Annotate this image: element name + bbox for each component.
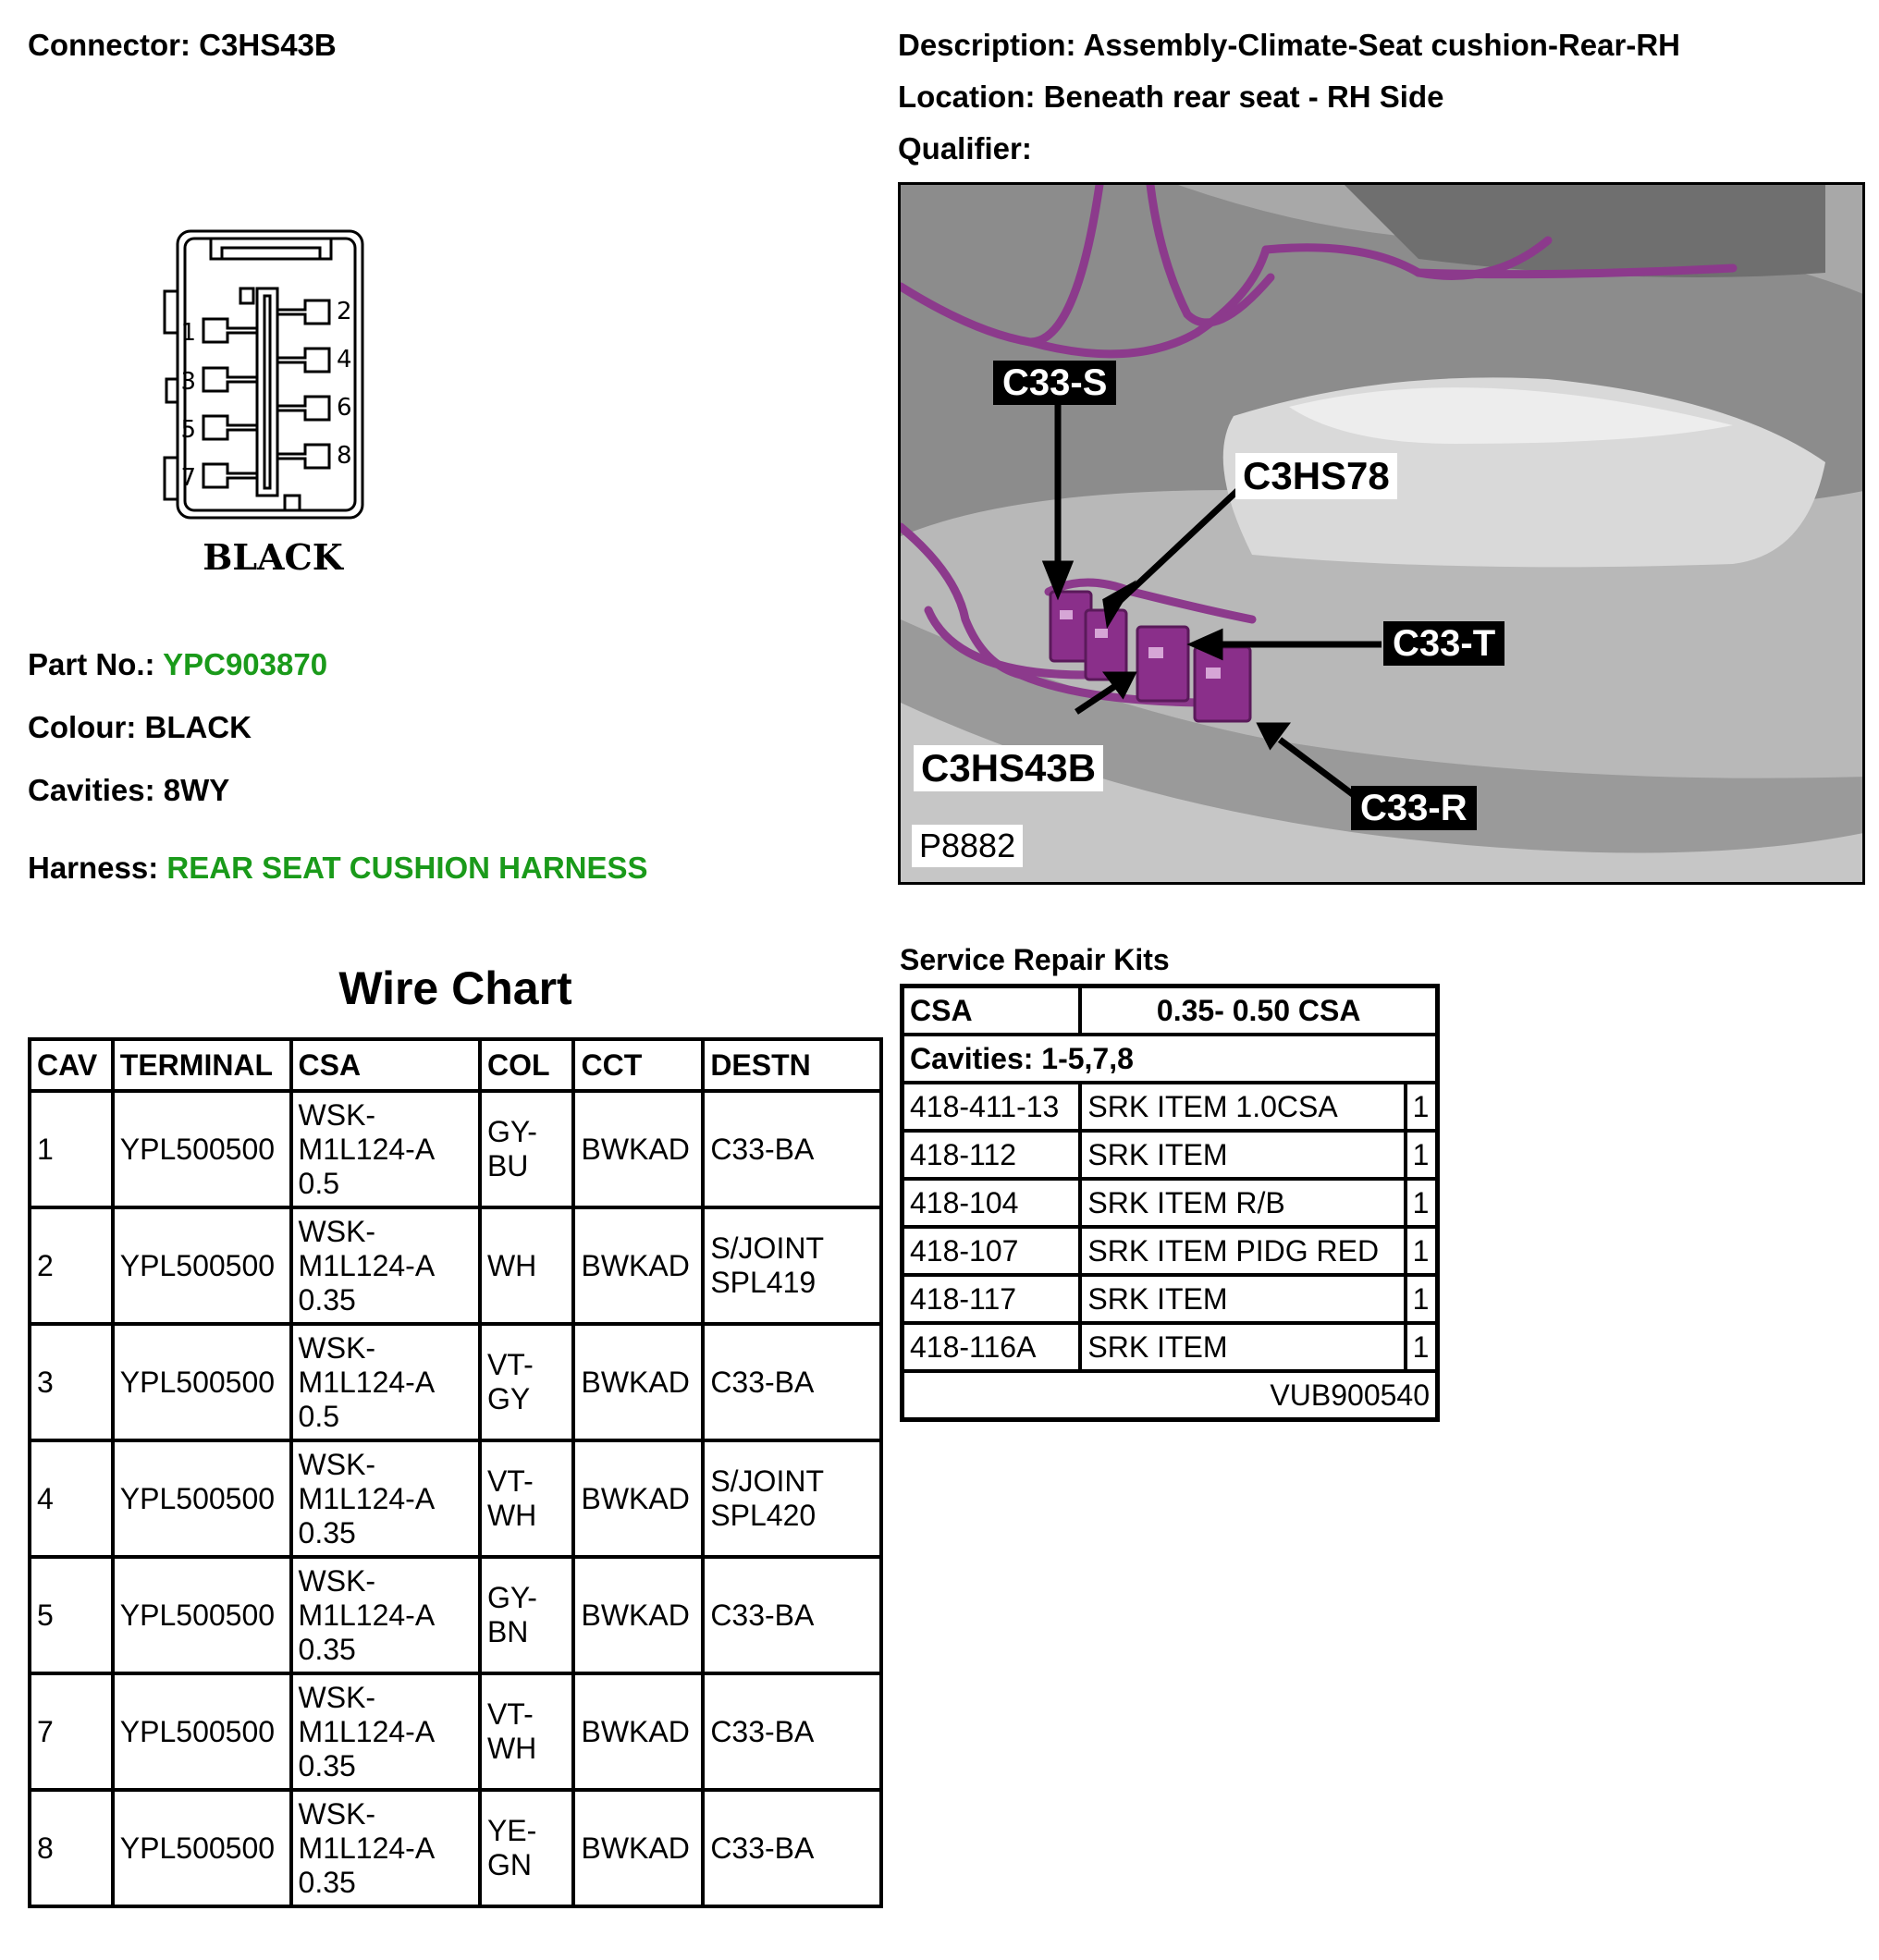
colour-value: BLACK [144, 710, 252, 744]
cct-cell: BWKAD [573, 1324, 703, 1440]
destn-line: C33-BA [710, 1598, 815, 1632]
column-header: CSA [291, 1039, 480, 1091]
csa-line: M1L124-A [298, 1598, 436, 1632]
service-kits-title: Service Repair Kits [900, 943, 1170, 976]
csa-line: WSK- [298, 1330, 376, 1365]
destn-cell [703, 1557, 881, 1673]
service-kits-body [903, 986, 1438, 1420]
description [898, 28, 1680, 63]
col-cell [480, 1673, 574, 1790]
cavities-label: Cavities: [28, 773, 155, 807]
wire-chart-title: Wire Chart [338, 962, 572, 1014]
destn-cell [703, 1673, 881, 1790]
csa-line: WSK- [298, 1563, 376, 1598]
col-line: GY- [486, 1581, 537, 1614]
callout-label: C33-S [993, 361, 1116, 405]
csa-line: WSK- [298, 1097, 376, 1132]
location [898, 80, 1443, 115]
terminal-cell: YPL500500 [113, 1673, 291, 1790]
kit-part-cell: 418-411-13 [903, 1083, 1081, 1131]
table-row [903, 1035, 1438, 1083]
table-row [30, 1207, 881, 1324]
terminal-cell: YPL500500 [113, 1440, 291, 1557]
service-kits-table [900, 984, 1440, 1422]
wire-chart-table [28, 1037, 883, 1908]
kit-cavities: Cavities: 1-5,7,8 [903, 1035, 1438, 1083]
destn-line: C33-BA [710, 1714, 815, 1748]
destn-line: S/JOINT [710, 1231, 824, 1265]
harness-value[interactable]: REAR SEAT CUSHION HARNESS [166, 851, 648, 885]
harness-label: Harness: [28, 851, 159, 885]
pin-label: 6 [337, 394, 352, 422]
col-line: VT- [486, 1697, 534, 1731]
cct-cell: BWKAD [573, 1440, 703, 1557]
csa-line: WSK- [298, 1796, 376, 1831]
csa-line: M1L124-A [298, 1831, 436, 1865]
col-line: WH [486, 1499, 537, 1532]
destn-cell [703, 1790, 881, 1906]
table-row [903, 1323, 1438, 1371]
pin-label: 2 [337, 298, 352, 325]
terminal-cell: YPL500500 [113, 1207, 291, 1324]
csa-cell [291, 1673, 480, 1790]
table-row [30, 1673, 881, 1790]
cavities-value: 8WY [163, 773, 230, 807]
csa-line: M1L124-A [298, 1248, 436, 1282]
callout-label: C3HS43B [914, 745, 1103, 791]
col-cell [480, 1207, 574, 1324]
csa-value: 0.35- 0.50 CSA [1080, 986, 1437, 1035]
table-header-row [903, 986, 1438, 1035]
csa-line: 0.35 [298, 1865, 356, 1899]
kit-desc-cell: SRK ITEM [1080, 1131, 1405, 1179]
harness [28, 851, 648, 886]
kit-code: VUB900540 [903, 1371, 1438, 1420]
pin-label: 8 [337, 442, 352, 470]
csa-cell [291, 1557, 480, 1673]
col-line: WH [486, 1732, 537, 1765]
csa-cell [291, 1207, 480, 1324]
location-value: Beneath rear seat - RH Side [1043, 80, 1444, 114]
kit-desc-cell: SRK ITEM [1080, 1275, 1405, 1323]
column-header: TERMINAL [113, 1039, 291, 1091]
kit-qty-cell: 1 [1406, 1275, 1438, 1323]
part-label: Part No.: [28, 647, 155, 681]
table-header-row [30, 1039, 881, 1091]
table-row [30, 1790, 881, 1906]
col-line: BN [486, 1615, 529, 1648]
table-row [903, 1179, 1438, 1227]
cct-cell: BWKAD [573, 1091, 703, 1207]
colour [28, 710, 252, 745]
connector-face-drawing [139, 222, 388, 536]
terminal-cell: YPL500500 [113, 1557, 291, 1673]
col-line: GN [486, 1848, 532, 1881]
csa-line: WSK- [298, 1447, 376, 1481]
connector-value: C3HS43B [199, 28, 337, 62]
kit-part-cell: 418-107 [903, 1227, 1081, 1275]
destn-cell [703, 1440, 881, 1557]
kit-part-cell: 418-117 [903, 1275, 1081, 1323]
location-photo [898, 182, 1865, 885]
csa-line: M1L124-A [298, 1365, 436, 1399]
kit-desc-cell: SRK ITEM R/B [1080, 1179, 1405, 1227]
connector-label: Connector: [28, 28, 190, 62]
csa-line: M1L124-A [298, 1481, 436, 1515]
description-value: Assembly-Climate-Seat cushion-Rear-RH [1083, 28, 1680, 62]
col-line: VT- [486, 1348, 534, 1381]
kit-desc-cell: SRK ITEM [1080, 1323, 1405, 1371]
pin-label: 5 [180, 416, 196, 444]
description-label: Description: [898, 28, 1076, 62]
col-line: BU [486, 1149, 529, 1182]
destn-line: C33-BA [710, 1365, 815, 1399]
kit-qty-cell: 1 [1406, 1323, 1438, 1371]
csa-cell [291, 1790, 480, 1906]
cav-cell: 7 [30, 1673, 113, 1790]
connector-outline [139, 222, 388, 536]
cav-cell: 2 [30, 1207, 113, 1324]
csa-line: M1L124-A [298, 1132, 436, 1166]
destn-line: SPL420 [710, 1499, 817, 1532]
part-number [28, 647, 327, 682]
csa-line: 0.5 [298, 1166, 340, 1200]
csa-cell [291, 1324, 480, 1440]
table-row [903, 1275, 1438, 1323]
kit-qty-cell: 1 [1406, 1131, 1438, 1179]
kit-part-cell: 418-104 [903, 1179, 1081, 1227]
cct-cell: BWKAD [573, 1557, 703, 1673]
kit-qty-cell: 1 [1406, 1179, 1438, 1227]
terminal-cell: YPL500500 [113, 1091, 291, 1207]
cav-cell: 3 [30, 1324, 113, 1440]
destn-line: SPL419 [710, 1266, 817, 1299]
kit-part-cell: 418-112 [903, 1131, 1081, 1179]
table-row [30, 1091, 881, 1207]
column-header: COL [480, 1039, 574, 1091]
cavities [28, 773, 229, 808]
pin-label: 4 [337, 346, 352, 374]
pin-label: 1 [180, 319, 196, 347]
cav-cell: 8 [30, 1790, 113, 1906]
col-cell [480, 1790, 574, 1906]
kit-qty-cell: 1 [1406, 1083, 1438, 1131]
table-row [30, 1440, 881, 1557]
column-header: CAV [30, 1039, 113, 1091]
col-line: GY [486, 1382, 531, 1415]
colour-label: Colour: [28, 710, 137, 744]
csa-label: CSA [903, 986, 1081, 1035]
cct-cell: BWKAD [573, 1207, 703, 1324]
location-label: Location: [898, 80, 1036, 114]
col-cell [480, 1091, 574, 1207]
column-header: DESTN [703, 1039, 881, 1091]
table-row [30, 1324, 881, 1440]
qualifier-label: Qualifier: [898, 131, 1032, 165]
csa-line: 0.35 [298, 1282, 356, 1317]
col-cell [480, 1324, 574, 1440]
cav-cell: 5 [30, 1557, 113, 1673]
table-row [30, 1557, 881, 1673]
photo-code: P8882 [912, 825, 1023, 867]
kit-qty-cell: 1 [1406, 1227, 1438, 1275]
table-row [903, 1227, 1438, 1275]
destn-line: C33-BA [710, 1132, 815, 1166]
col-line: YE- [486, 1814, 537, 1847]
table-row [903, 1083, 1438, 1131]
col-line: GY- [486, 1115, 537, 1148]
callout-label: C3HS78 [1235, 453, 1397, 499]
destn-line: C33-BA [710, 1831, 815, 1865]
col-line: WH [486, 1248, 537, 1282]
terminal-cell: YPL500500 [113, 1324, 291, 1440]
csa-line: 0.35 [298, 1748, 356, 1782]
col-cell [480, 1557, 574, 1673]
destn-cell [703, 1324, 881, 1440]
connector-colour-caption: BLACK [203, 536, 343, 578]
terminal-cell: YPL500500 [113, 1790, 291, 1906]
callout-label: C33-T [1383, 621, 1504, 666]
kit-desc-cell: SRK ITEM 1.0CSA [1080, 1083, 1405, 1131]
kit-desc-cell: SRK ITEM PIDG RED [1080, 1227, 1405, 1275]
csa-line: 0.35 [298, 1515, 356, 1550]
destn-line: S/JOINT [710, 1464, 824, 1498]
cav-cell: 1 [30, 1091, 113, 1207]
column-header: CCT [573, 1039, 703, 1091]
col-line: VT- [486, 1464, 534, 1498]
pin-label: 3 [180, 368, 196, 396]
kit-part-cell: 418-116A [903, 1323, 1081, 1371]
csa-line: WSK- [298, 1680, 376, 1714]
cct-cell: BWKAD [573, 1790, 703, 1906]
csa-line: 0.35 [298, 1632, 356, 1666]
csa-line: WSK- [298, 1214, 376, 1248]
destn-cell [703, 1207, 881, 1324]
table-row [903, 1131, 1438, 1179]
csa-line: M1L124-A [298, 1714, 436, 1748]
destn-cell [703, 1091, 881, 1207]
cav-cell: 4 [30, 1440, 113, 1557]
part-value[interactable]: YPC903870 [163, 647, 328, 681]
qualifier [898, 131, 1032, 166]
col-cell [480, 1440, 574, 1557]
cct-cell: BWKAD [573, 1673, 703, 1790]
csa-cell [291, 1440, 480, 1557]
csa-line: 0.5 [298, 1399, 340, 1433]
wire-chart-body [30, 1091, 881, 1906]
callout-label: C33-R [1351, 786, 1477, 830]
pin-label: 7 [180, 464, 196, 492]
table-row [903, 1371, 1438, 1420]
csa-cell [291, 1091, 480, 1207]
connector-id [28, 28, 337, 63]
